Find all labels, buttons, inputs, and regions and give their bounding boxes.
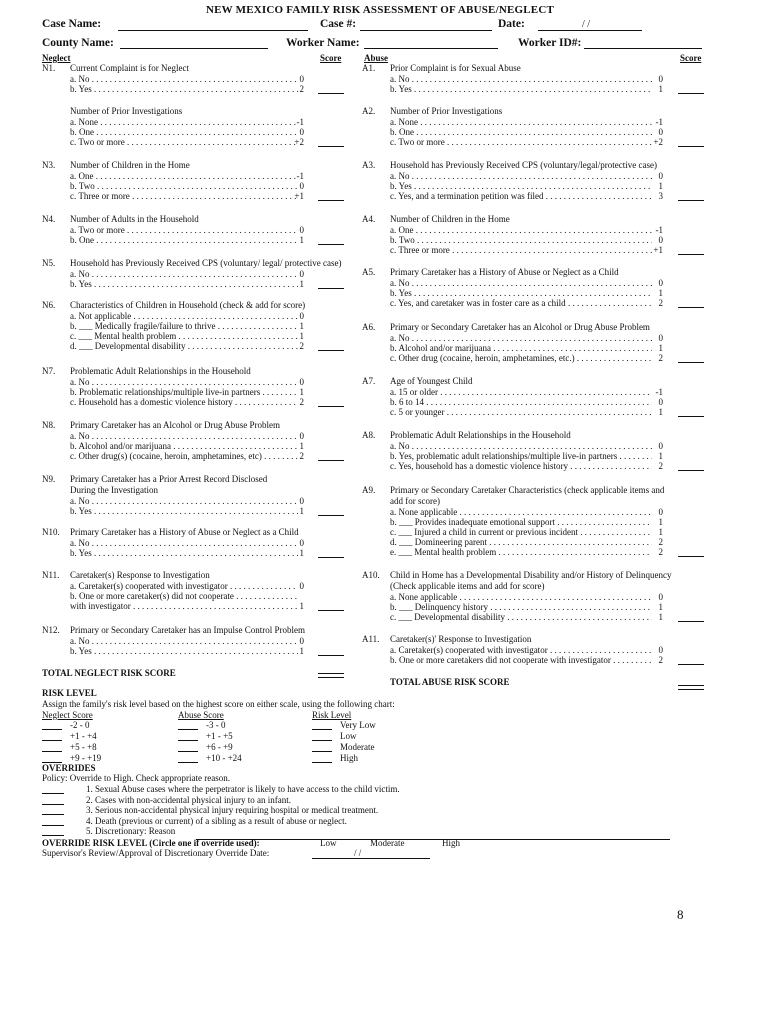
risk-cell: Low: [340, 731, 357, 741]
neglect-score-field[interactable]: [318, 460, 344, 461]
neglect-option-label: c. Three or more . . .: [70, 191, 298, 202]
abuse-option-label: b. Yes, problematic adult relationships/multiple live-in partners . . .: [390, 451, 652, 462]
abuse-option[interactable]: [390, 137, 652, 151]
neglect-option[interactable]: [70, 646, 298, 660]
abuse-option-label: b. ___ Provides inadequate emotional support . . .: [390, 517, 652, 528]
neglect-option-label: b. Yes . . .: [70, 646, 298, 657]
neglect-score-field[interactable]: [318, 557, 344, 558]
abuse-score-field[interactable]: [678, 146, 704, 147]
abuse-option-score: +1: [653, 245, 663, 255]
abuse-option-score: 1: [658, 288, 663, 298]
abuse-option-score: 2: [658, 547, 663, 557]
neglect-option-label: a. None . . .: [70, 117, 298, 128]
abuse-option-label: b. Yes . . .: [390, 181, 652, 192]
neglect-option-label: b. Yes . . .: [70, 84, 298, 95]
abuse-option[interactable]: [390, 84, 652, 98]
abuse-option-label: a. No . . .: [390, 74, 652, 85]
abuse-heading: Abuse: [364, 53, 389, 63]
neglect-option[interactable]: [70, 279, 298, 293]
abuse-option-score: 0: [658, 645, 663, 655]
abuse-option-label: a. No . . .: [390, 278, 652, 289]
abuse-option-score: 0: [658, 397, 663, 407]
neglect-item-number: N10.: [42, 527, 60, 537]
neglect-option-label: c. Household has a domestic violence history . . .: [70, 397, 298, 408]
abuse-option-score: 2: [658, 353, 663, 363]
supervisor-date-separators: / /: [354, 848, 362, 858]
risk-cell: +10 - +24: [206, 753, 242, 763]
abuse-option-label: c. Two or more . . .: [390, 137, 652, 148]
abuse-option[interactable]: [390, 353, 652, 367]
abuse-item-number: A7.: [362, 376, 376, 386]
abuse-item-question: Primary or Secondary Caretaker Characteristics (check applicable items and: [390, 485, 665, 495]
neglect-option-score: 0: [299, 269, 304, 279]
neglect-score-field[interactable]: [318, 610, 344, 611]
neglect-option-score: 1: [299, 646, 304, 656]
neglect-option-score: 2: [299, 451, 304, 461]
abuse-item-number: A1.: [362, 63, 376, 73]
abuse-score-heading: Score: [680, 53, 702, 63]
abuse-option-score: -1: [655, 387, 663, 397]
abuse-score-field[interactable]: [678, 556, 704, 557]
neglect-item-question: Characteristics of Children in Household (check & add for score): [70, 300, 306, 310]
county-label: County Name:: [42, 37, 114, 49]
neglect-option-score: 2: [299, 397, 304, 407]
neglect-option-score: 2: [299, 84, 304, 94]
abuse-option-score: 0: [658, 507, 663, 517]
risk-checkbox-line[interactable]: [178, 740, 198, 741]
neglect-option-score: 1: [299, 279, 304, 289]
neglect-option-score: 1: [299, 548, 304, 558]
case-name-label: Case Name:: [42, 18, 102, 30]
risk-checkbox-line[interactable]: [178, 762, 198, 763]
abuse-option-score: 2: [658, 655, 663, 665]
neglect-option[interactable]: [70, 548, 298, 562]
abuse-option-score: 1: [658, 612, 663, 622]
abuse-item-number: A9.: [362, 485, 376, 495]
abuse-score-field[interactable]: [678, 362, 704, 363]
abuse-option-label: c. Yes, and a termination petition was filed . . .: [390, 191, 652, 202]
risk-level-instructions: Assign the family's risk level based on the highest score on either scale, using the following chart:: [42, 699, 395, 709]
neglect-option-label: a. One . . .: [70, 171, 298, 182]
neglect-option-label: a. No . . .: [70, 377, 298, 388]
abuse-item-question: Prior Complaint is for Sexual Abuse: [390, 63, 521, 73]
abuse-score-field[interactable]: [678, 307, 704, 308]
date-label: Date:: [498, 18, 525, 30]
form-title: NEW MEXICO FAMILY RISK ASSESSMENT OF ABUSE/NEGLECT: [206, 4, 555, 16]
neglect-item-number: N8.: [42, 420, 56, 430]
override-high[interactable]: High: [442, 838, 460, 848]
neglect-heading: Neglect: [42, 53, 71, 63]
date-separators: / /: [582, 19, 591, 30]
abuse-option-score: 1: [658, 527, 663, 537]
neglect-item-question: Problematic Adult Relationships in the Household: [70, 366, 251, 376]
override-item: 5. Discretionary: Reason: [86, 826, 176, 836]
abuse-option-score: 0: [658, 235, 663, 245]
date-field[interactable]: [538, 30, 642, 31]
abuse-option-score: 3: [658, 191, 663, 201]
neglect-option-label: a. Two or more . . .: [70, 225, 298, 236]
case-name-field[interactable]: [118, 30, 308, 31]
neglect-score-field[interactable]: [318, 655, 344, 656]
abuse-option-label: a. No . . .: [390, 333, 652, 344]
override-moderate[interactable]: Moderate: [370, 838, 405, 848]
supervisor-date-field[interactable]: [312, 858, 430, 859]
neglect-item-question: Number of Prior Investigations: [70, 106, 183, 116]
total-neglect-field[interactable]: [318, 673, 344, 678]
abuse-option-score: 1: [658, 84, 663, 94]
abuse-option-label: b. One or more caretakers did not cooperate with investigator . . .: [390, 655, 652, 666]
abuse-score-field[interactable]: [678, 254, 704, 255]
risk-checkbox-line[interactable]: [312, 740, 332, 741]
abuse-option-score: 1: [658, 451, 663, 461]
neglect-option-score: 1: [299, 506, 304, 516]
risk-checkbox-line[interactable]: [42, 751, 62, 752]
risk-cell: +1 - +4: [70, 731, 97, 741]
neglect-option[interactable]: [70, 341, 298, 355]
abuse-option-label: a. 15 or older . . .: [390, 387, 652, 398]
abuse-option-label: a. No . . .: [390, 171, 652, 182]
abuse-option[interactable]: [390, 245, 652, 259]
neglect-item-question: Current Complaint is for Neglect: [70, 63, 189, 73]
neglect-option[interactable]: [70, 506, 298, 520]
override-risk-level-label: OVERRIDE RISK LEVEL (Circle one if override used):: [42, 838, 260, 848]
neglect-option-label: b. Two . . .: [70, 181, 298, 192]
neglect-item-number: N5.: [42, 258, 56, 268]
abuse-option[interactable]: [390, 612, 652, 626]
abuse-option-score: -1: [655, 225, 663, 235]
case-number-field[interactable]: [360, 30, 492, 31]
abuse-option-label: b. 6 to 14 . . .: [390, 397, 652, 408]
abuse-option-label: d. ___ Domineering parent . . .: [390, 537, 652, 548]
abuse-option-score: 0: [658, 171, 663, 181]
neglect-option-score: 1: [299, 387, 304, 397]
abuse-option-label: b. Alcohol and/or marijuana . . .: [390, 343, 652, 354]
neglect-score-field[interactable]: [318, 200, 344, 201]
abuse-item-number: A6.: [362, 322, 376, 332]
risk-cell: +6 - +9: [206, 742, 233, 752]
neglect-item-question: Caretaker(s) Response to Investigation: [70, 570, 210, 580]
abuse-option[interactable]: [390, 655, 652, 669]
neglect-item-number: N4.: [42, 214, 56, 224]
override-item: 4. Death (previous or current) of a sibling as a result of abuse or neglect.: [86, 815, 347, 826]
abuse-option-score: 1: [658, 407, 663, 417]
risk-checkbox-line[interactable]: [42, 740, 62, 741]
neglect-option-score: 1: [299, 235, 304, 245]
abuse-item-number: A3.: [362, 160, 376, 170]
neglect-option-score: 0: [299, 225, 304, 235]
abuse-option-score: 1: [658, 343, 663, 353]
neglect-item-number: N6.: [42, 300, 56, 310]
abuse-option[interactable]: [390, 547, 652, 561]
abuse-option-label: b. Yes . . .: [390, 288, 652, 299]
abuse-option-label: c. Yes, household has a domestic violence history . . .: [390, 461, 652, 472]
abuse-option-score: 1: [658, 602, 663, 612]
abuse-option[interactable]: [390, 298, 652, 312]
neglect-item-number: N9.: [42, 474, 56, 484]
abuse-score-field[interactable]: [678, 664, 704, 665]
abuse-option-label: b. ___ Delinquency history . . .: [390, 602, 652, 613]
abuse-option-label: c. ___ Injured a child in current or previous incident . . .: [390, 527, 652, 538]
neglect-option-score: 0: [299, 431, 304, 441]
abuse-option-score: -1: [655, 117, 663, 127]
neglect-option-label: a. Not applicable . . .: [70, 311, 298, 322]
neglect-option-score: 0: [299, 377, 304, 387]
abuse-option-label: b. Two . . .: [390, 235, 652, 246]
neglect-option-label: a. No . . .: [70, 496, 298, 507]
abuse-option-score: 2: [658, 461, 663, 471]
abuse-option-label: a. No . . .: [390, 441, 652, 452]
neglect-option-label: a. No . . .: [70, 269, 298, 280]
risk-cell: Moderate: [340, 742, 375, 752]
neglect-option-score: 1: [299, 331, 304, 341]
override-checkbox-line[interactable]: [42, 825, 64, 826]
abuse-item-question: Age of Youngest Child: [390, 376, 473, 386]
neglect-option-label: b. ___ Medically fragile/failure to thrive . . .: [70, 321, 298, 332]
neglect-option-label: c. Two or more . . .: [70, 137, 298, 148]
page-number: 8: [677, 907, 684, 922]
abuse-option-score: 2: [658, 298, 663, 308]
risk-cell: +5 - +8: [70, 742, 97, 752]
neglect-option-score: -1: [296, 171, 304, 181]
abuse-option-score: 0: [658, 278, 663, 288]
neglect-option-label: a. No . . .: [70, 431, 298, 442]
discretionary-reason-field[interactable]: [196, 839, 670, 840]
neglect-option[interactable]: [70, 451, 298, 465]
total-abuse-field[interactable]: [678, 685, 704, 690]
risk-checkbox-line[interactable]: [312, 729, 332, 730]
override-checkbox-line[interactable]: [42, 793, 64, 794]
worker-name-label: Worker Name:: [286, 37, 360, 49]
override-checkbox-line[interactable]: [42, 835, 64, 836]
neglect-item-question: Primary Caretaker has an Alcohol or Drug Abuse Problem: [70, 420, 280, 430]
neglect-item-number: N12.: [42, 625, 60, 635]
supervisor-approval-label: Supervisor's Review/Approval of Discretionary Override Date:: [42, 848, 270, 858]
neglect-item-question: Primary or Secondary Caretaker has an Impulse Control Problem: [70, 625, 305, 635]
neglect-option-score: 0: [299, 636, 304, 646]
neglect-option-label: a. No . . .: [70, 74, 298, 85]
abuse-option-label: a. None applicable . . .: [390, 507, 652, 518]
abuse-option-score: 1: [658, 517, 663, 527]
abuse-option[interactable]: [390, 191, 652, 205]
risk-cell: Very Low: [340, 720, 376, 730]
neglect-option-label: a. Caretaker(s) cooperated with investigator . . .: [70, 581, 298, 592]
abuse-option-label: b. One . . .: [390, 127, 652, 138]
neglect-option-label: b. Yes . . .: [70, 279, 298, 290]
abuse-option-score: 1: [658, 181, 663, 191]
abuse-score-field[interactable]: [678, 470, 704, 471]
abuse-option-score: 0: [658, 74, 663, 84]
abuse-item-number: A2.: [362, 106, 376, 116]
county-field[interactable]: [120, 48, 268, 49]
neglect-item-number: N11.: [42, 570, 60, 580]
abuse-option[interactable]: [390, 407, 652, 421]
abuse-score-field[interactable]: [678, 416, 704, 417]
abuse-item-question: Child in Home has a Developmental Disability and/or History of Delinquency: [390, 570, 672, 580]
neglect-option-score: -1: [296, 117, 304, 127]
abuse-option-label: a. None . . .: [390, 117, 652, 128]
neglect-option-label: b. Yes . . .: [70, 506, 298, 517]
neglect-option-score: +1: [294, 191, 304, 201]
neglect-score-field[interactable]: [318, 406, 344, 407]
neglect-item-question: Number of Children in the Home: [70, 160, 190, 170]
neglect-option-score: 1: [299, 441, 304, 451]
abuse-item-question: Household has Previously Received CPS (voluntary/legal/protective case): [390, 160, 657, 170]
neglect-option[interactable]: [70, 84, 298, 98]
neglect-option[interactable]: [70, 601, 298, 615]
abuse-item-question: Primary Caretaker has a History of Abuse or Neglect as a Child: [390, 267, 619, 277]
neglect-option-label: a. No . . .: [70, 636, 298, 647]
neglect-option[interactable]: [70, 397, 298, 411]
worker-id-field[interactable]: [584, 48, 702, 49]
risk-cell: +1 - +5: [206, 731, 233, 741]
neglect-item-question: Number of Adults in the Household: [70, 214, 199, 224]
abuse-option-score: 0: [658, 592, 663, 602]
neglect-option-label: a. No . . .: [70, 538, 298, 549]
abuse-score-col-head: Abuse Score: [178, 710, 224, 720]
neglect-option-label: with investigator . . .: [70, 601, 298, 612]
abuse-option-label: a. Caretaker(s) cooperated with investigator . . .: [390, 645, 652, 656]
abuse-option-score: +2: [653, 137, 663, 147]
neglect-option-label: b. Yes . . .: [70, 548, 298, 559]
neglect-option-score: 0: [299, 496, 304, 506]
abuse-score-field[interactable]: [678, 93, 704, 94]
abuse-option-label: c. Yes, and caretaker was in foster care as a child . . .: [390, 298, 652, 309]
neglect-option-score: 0: [299, 181, 304, 191]
risk-checkbox-line[interactable]: [312, 751, 332, 752]
total-abuse-label: TOTAL ABUSE RISK SCORE: [390, 677, 510, 687]
neglect-option-label: c. ___ Mental health problem . . .: [70, 331, 298, 342]
risk-cell: +9 - +19: [70, 753, 102, 763]
risk-checkbox-line[interactable]: [178, 751, 198, 752]
neglect-item-question-cont: During the Investigation: [70, 485, 158, 495]
neglect-score-field[interactable]: [318, 244, 344, 245]
neglect-item-number: N1.: [42, 63, 56, 73]
abuse-option-label: a. None applicable . . .: [390, 592, 652, 603]
neglect-option-score: 0: [299, 581, 304, 591]
neglect-score-col-head: Neglect Score: [42, 710, 93, 720]
neglect-option-score: 2: [299, 341, 304, 351]
neglect-option-score: 0: [299, 538, 304, 548]
abuse-option-label: c. ___ Developmental disability . . .: [390, 612, 652, 623]
neglect-option-score: 0: [299, 74, 304, 84]
abuse-item-number: A11.: [362, 634, 380, 644]
neglect-option[interactable]: [70, 191, 298, 205]
neglect-score-heading: Score: [320, 53, 342, 63]
abuse-option-score: 0: [658, 441, 663, 451]
abuse-option-label: c. Three or more . . .: [390, 245, 652, 256]
risk-level-col-head: Risk Level: [312, 710, 352, 720]
neglect-score-field[interactable]: [318, 146, 344, 147]
abuse-item-question: Problematic Adult Relationships in the Household: [390, 430, 571, 440]
abuse-option-score: 0: [658, 333, 663, 343]
override-item: 2. Cases with non-accidental physical injury to an infant.: [86, 794, 291, 805]
abuse-item-question: Number of Prior Investigations: [390, 106, 503, 116]
risk-level-heading: RISK LEVEL: [42, 688, 97, 698]
neglect-option-score: 0: [299, 311, 304, 321]
total-neglect-label: TOTAL NEGLECT RISK SCORE: [42, 668, 176, 678]
neglect-item-question: Household has Previously Received CPS (voluntary/ legal/ protective case): [70, 258, 342, 268]
neglect-option-label: b. Problematic relationships/multiple live-in partners . . .: [70, 387, 298, 398]
worker-name-field[interactable]: [364, 48, 498, 49]
neglect-item-question: Primary Caretaker has a Prior Arrest Record Disclosed: [70, 474, 268, 484]
abuse-option[interactable]: [390, 461, 652, 475]
risk-cell: -3 - 0: [206, 720, 226, 730]
override-item: 3. Serious non-accidental physical injury requiring hospital or medical treatment.: [86, 805, 379, 815]
override-low[interactable]: Low: [320, 838, 337, 848]
abuse-item-question-cont: (Check applicable items and add for score): [390, 581, 545, 591]
neglect-option-label: c. Other drug(s) (cocaine, heroin, amphetamines, etc) . . .: [70, 451, 298, 462]
neglect-score-field[interactable]: [318, 93, 344, 94]
neglect-option-score: 0: [299, 127, 304, 137]
worker-id-label: Worker ID#:: [518, 37, 582, 49]
abuse-score-field[interactable]: [678, 200, 704, 201]
abuse-option-label: b. Yes . . .: [390, 84, 652, 95]
neglect-option[interactable]: [70, 235, 298, 249]
risk-cell: -2 - 0: [70, 720, 90, 730]
abuse-item-number: A10.: [362, 570, 380, 580]
override-checkbox-line[interactable]: [42, 804, 64, 805]
abuse-option-score: 0: [658, 127, 663, 137]
abuse-option-label: c. 5 or younger . . .: [390, 407, 652, 418]
risk-checkbox-line[interactable]: [42, 729, 62, 730]
neglect-option-label: b. One or more caretaker(s) did not cooperate . . .: [70, 591, 298, 602]
abuse-item-question-cont: add for score): [390, 496, 440, 506]
overrides-heading: OVERRIDES: [42, 763, 96, 773]
abuse-option-label: a. One . . .: [390, 225, 652, 236]
abuse-score-field[interactable]: [678, 621, 704, 622]
neglect-score-field[interactable]: [318, 350, 344, 351]
case-number-label: Case #:: [320, 18, 357, 30]
risk-checkbox-line[interactable]: [178, 729, 198, 730]
neglect-option-label: d. ___ Developmental disability . . .: [70, 341, 298, 352]
overrides-policy: Policy: Override to High. Check appropriate reason.: [42, 773, 230, 783]
neglect-option-score: 1: [299, 321, 304, 331]
abuse-option-label: c. Other drug (cocaine, heroin, amphetamines, etc.) . . .: [390, 353, 652, 364]
neglect-option-score: +2: [294, 137, 304, 147]
neglect-option-label: b. One . . .: [70, 235, 298, 246]
neglect-score-field[interactable]: [318, 515, 344, 516]
abuse-item-number: A8.: [362, 430, 376, 440]
neglect-item-question: Primary Caretaker has a History of Abuse or Neglect as a Child: [70, 527, 299, 537]
neglect-option-label: b. One . . .: [70, 127, 298, 138]
abuse-item-question: Number of Children in the Home: [390, 214, 510, 224]
neglect-option[interactable]: [70, 137, 298, 151]
neglect-item-number: N3.: [42, 160, 56, 170]
abuse-item-question: Caretaker(s)' Response to Investigation: [390, 634, 532, 644]
abuse-item-number: A5.: [362, 267, 376, 277]
override-item: 1. Sexual Abuse cases where the perpetrator is likely to have access to the child victim.: [86, 784, 400, 794]
override-checkbox-line[interactable]: [42, 814, 64, 815]
neglect-option-label: b. Alcohol and/or marijuana . . .: [70, 441, 298, 452]
abuse-option-label: e. ___ Mental health problem . . .: [390, 547, 652, 558]
abuse-item-question: Primary or Secondary Caretaker has an Alcohol or Drug Abuse Problem: [390, 322, 650, 332]
neglect-item-number: N7.: [42, 366, 56, 376]
neglect-option-score: 1: [299, 601, 304, 611]
risk-checkbox-line[interactable]: [312, 762, 332, 763]
neglect-score-field[interactable]: [318, 288, 344, 289]
abuse-item-number: A4.: [362, 214, 376, 224]
abuse-option-score: 2: [658, 537, 663, 547]
risk-cell: High: [340, 753, 358, 763]
